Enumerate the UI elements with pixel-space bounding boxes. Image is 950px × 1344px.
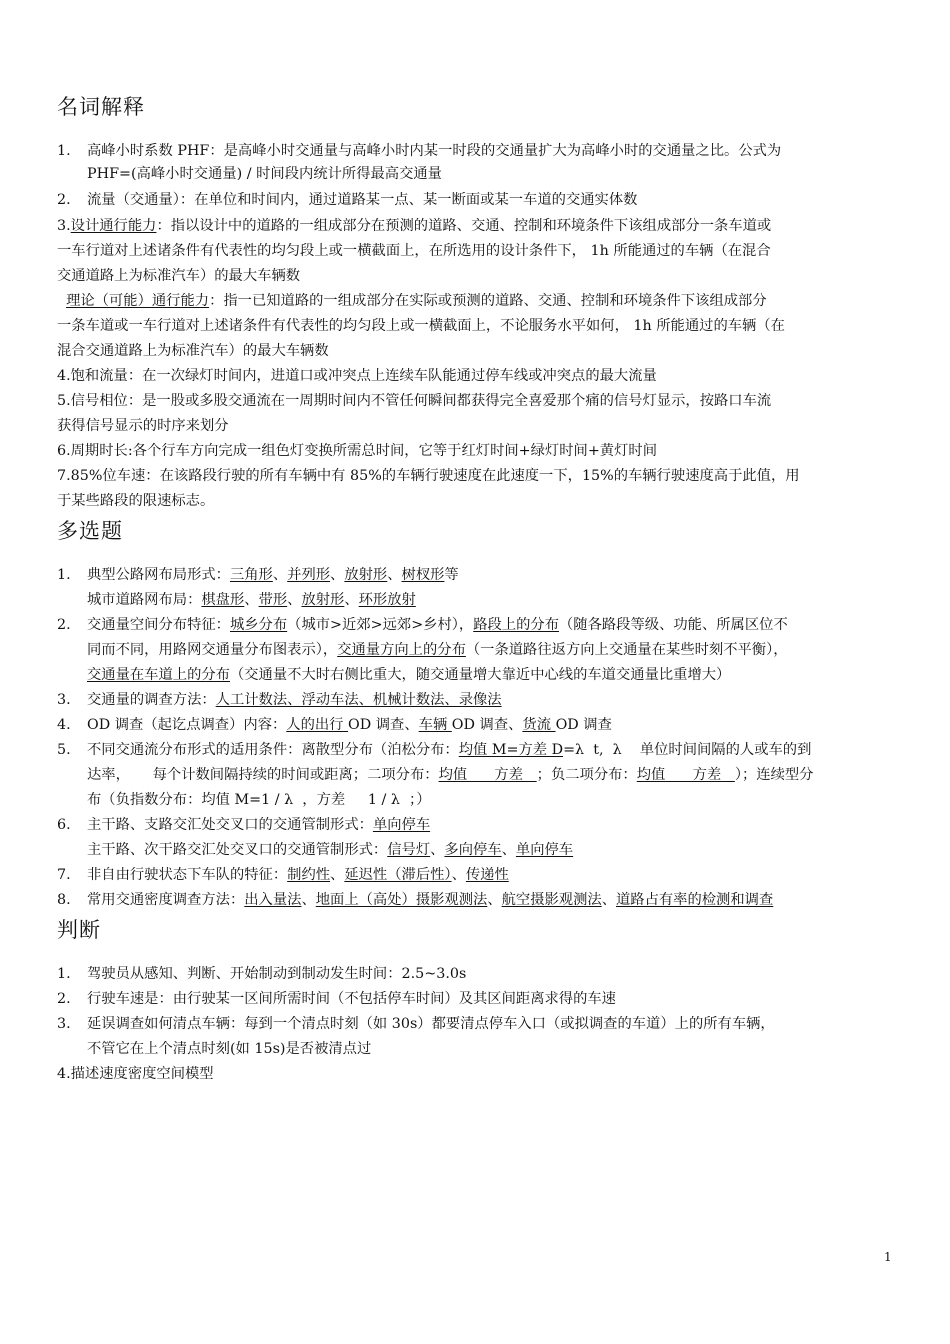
multi-item-7: 7. 非自由行驶状态下车队的特征：制约性、延迟性（滞后性）、传递性 xyxy=(57,867,509,883)
judge-item-3b: 不管它在上个清点时刻(如 15s)是否被清点过 xyxy=(87,1041,372,1057)
multi-item-1b: 城市道路网布局：棋盘形、带形、放射形、环形放射 xyxy=(87,592,416,608)
judge-item-3: 3. 延误调查如何清点车辆：每到一个清点时刻（如 30s）都要清点停车入口（或拟调查的车道）上的所有车辆， xyxy=(57,1016,775,1032)
term-line-3b: 一车行道对上述诸条件有代表性的均匀段上或一横截面上，在所选用的设计条件下， 1h 所能通过的车辆（在混合 xyxy=(57,243,771,259)
multi-item-8: 8. 常用交通密度调查方法：出入量法、地面上（高处）摄影观测法、航空摄影观测法、道路占有率的检测和调查 xyxy=(57,892,774,908)
judge-item-4: 4.描述速度密度空间模型 xyxy=(57,1066,214,1082)
multi-item-2c: 交通量在车道上的分布（交通量不大时右侧比重大，随交通量增大靠近中心线的车道交通量比重增大） xyxy=(87,667,731,683)
term-line-theory-b: 一条车道或一车行道对上述诸条件有代表性的均匀段上或一横截面上，不论服务水平如何， 1h 所能通过的车辆（在 xyxy=(57,318,785,334)
term-line-formula: PHF=(高峰小时交通量) / 时间段内统计所得最高交通量 xyxy=(87,166,442,182)
term-line-5b: 获得信号显示的时序来划分 xyxy=(57,418,229,434)
term-line-5: 5.信号相位：是一股或多股交通流在一周期时间内不管任何瞬间都获得完全喜爱那个痛的信号灯显示，按路口车流 xyxy=(57,393,772,409)
multi-item-5b: 达率， 每个计数间隔持续的时间或距离；二项分布：均值 方差 ；负二项分布：均值 方差 ）；连续型分 xyxy=(87,767,814,783)
judge-item-2: 2. 行驶车速是：由行驶某一区间所需时间（不包括停车时间）及其区间距离求得的车速 xyxy=(57,991,616,1007)
term-line-3: 3.设计通行能力：指以设计中的道路的一组成部分在预测的道路、交通、控制和环境条件下该组成部分一条车道或 xyxy=(57,218,772,234)
section-heading-terms: 名词解释 xyxy=(57,95,145,119)
term-line-6: 6.周期时长:各个行车方向完成一组色灯变换所需总时间，它等于红灯时间+绿灯时间+黄灯时间 xyxy=(57,443,657,459)
term-line-theory: 理论（可能）通行能力：指一已知道路的一组成部分在实际或预测的道路、交通、控制和环境条件下该组成部分 xyxy=(66,293,767,309)
multi-item-2b: 同而不同，用路网交通量分布图表示），交通量方向上的分布（一条道路往返方向上交通量在某些时刻不平衡）， xyxy=(87,642,788,658)
term-line-7: 7.85%位车速：在该路段行驶的所有车辆中有 85%的车辆行驶速度在此速度一下，15%的车辆行驶速度高于此值，用 xyxy=(57,468,800,484)
multi-item-6: 6. 主干路、支路交汇处交叉口的交通管制形式：单向停车 xyxy=(57,817,431,833)
section-heading-multi: 多选题 xyxy=(57,519,123,543)
judge-item-1: 1. 驾驶员从感知、判断、开始制动到制动发生时间：2.5~3.0s xyxy=(57,966,467,982)
term-line-3c: 交通道路上为标准汽车）的最大车辆数 xyxy=(57,268,301,284)
multi-item-5c: 布（负指数分布：均值 M=1 / λ ，方差 1 / λ ；） xyxy=(87,792,431,808)
section-heading-judge: 判断 xyxy=(57,918,101,942)
term-line-theory-c: 混合交通道路上为标准汽车）的最大车辆数 xyxy=(57,343,329,359)
multi-item-1: 1. 典型公路网布局形式：三角形、并列形、放射形、树杈形等 xyxy=(57,567,459,583)
multi-item-2: 2. 交通量空间分布特征：城乡分布（城市>近郊>远郊>乡村），路段上的分布（随各路段等级、功能、所属区位不 xyxy=(57,617,788,633)
multi-item-4: 4. OD 调查（起讫点调查）内容：人的出行 OD 调查、车辆 OD 调查、货流 OD 调查 xyxy=(57,717,612,733)
term-line-2: 2. 流量（交通量）：在单位和时间内，通过道路某一点、某一断面或某一车道的交通实体数 xyxy=(57,192,638,208)
term-line-1: 1. 高峰小时系数 PHF：是高峰小时交通量与高峰小时内某一时段的交通量扩大为高峰小时的交通量之比。公式为 xyxy=(57,143,782,159)
multi-item-3: 3. 交通量的调查方法：人工计数法、浮动车法、机械计数法、录像法 xyxy=(57,692,502,708)
term-line-7b: 于某些路段的限速标志。 xyxy=(57,493,215,509)
page-number: 1 xyxy=(884,1250,892,1264)
multi-item-6b: 主干路、次干路交汇处交叉口的交通管制形式：信号灯、多向停车、单向停车 xyxy=(87,842,574,858)
term-line-4: 4.饱和流量：在一次绿灯时间内，进道口或冲突点上连续车队能通过停车线或冲突点的最大流量 xyxy=(57,368,657,384)
multi-item-5: 5. 不同交通流分布形式的适用条件：离散型分布（泊松分布：均值 M=方差 D=λ t, λ 单位时间间隔的人或车的到 xyxy=(57,742,812,758)
